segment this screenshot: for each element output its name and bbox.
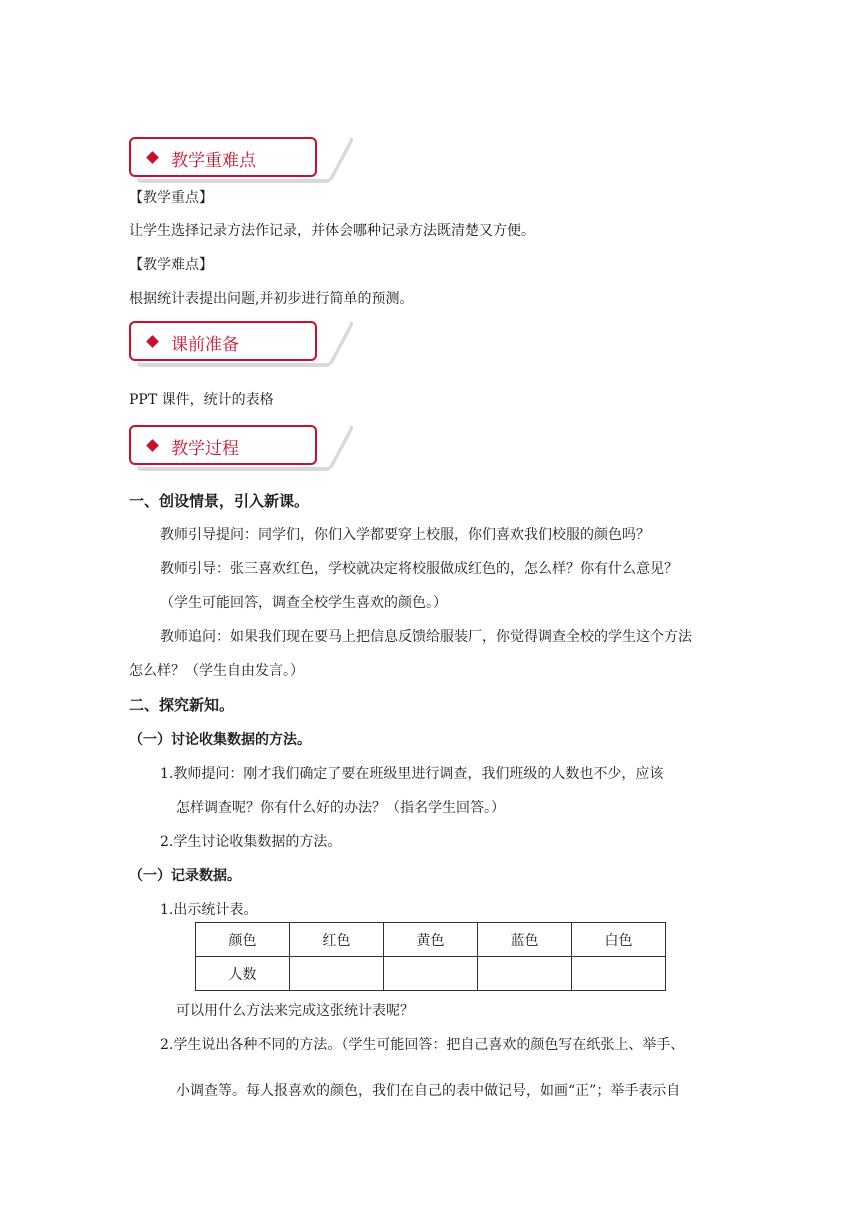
section-header-prep — [129, 321, 317, 361]
subheading: （一）讨论收集数据的方法。 — [129, 732, 311, 748]
section-header-keypoints — [129, 137, 317, 177]
paragraph: 教师引导提问：同学们，你们入学都要穿上校服，你们喜欢我们校服的颜色吗？ — [160, 527, 650, 543]
list-item: 1.出示统计表。 — [160, 902, 258, 918]
list-item: 2.学生说出各种不同的方法。（学生可能回答：把自己喜欢的颜色写在纸张上、举手、 — [160, 1037, 685, 1053]
table-cell — [384, 957, 478, 991]
section-title: 教学重难点 — [171, 151, 256, 171]
list-item: 小调查等。每人报喜欢的颜色，我们在自己的表中做记号，如画“正”；举手表示自 — [176, 1083, 681, 1099]
table-header-row — [196, 923, 666, 957]
paragraph: 教师追问：如果我们现在要马上把信息反馈给服装厂，你觉得调查全校的学生这个方法 — [160, 629, 692, 645]
focus-label: 【教学重点】 — [129, 190, 213, 206]
paragraph: 怎么样？（学生自由发言。） — [129, 663, 304, 679]
focus-text: 让学生选择记录方法作记录，并体会哪种记录方法既清楚又方便。 — [129, 223, 535, 239]
table-header-cell: 白色 — [572, 923, 666, 957]
table-row — [196, 957, 666, 991]
diamond-icon — [146, 335, 159, 348]
table-cell — [572, 957, 666, 991]
difficulty-label: 【教学难点】 — [129, 257, 213, 273]
table-row-label: 人数 — [196, 957, 290, 991]
diamond-icon — [146, 151, 159, 164]
table-header-cell: 蓝色 — [478, 923, 572, 957]
section-header-process — [129, 425, 317, 465]
list-item: 2.学生讨论收集数据的方法。 — [160, 834, 342, 850]
paragraph: 可以用什么方法来完成这张统计表呢？ — [176, 1003, 414, 1019]
subheading: （一）记录数据。 — [129, 868, 241, 884]
table-header-cell: 红色 — [290, 923, 384, 957]
table-cell — [478, 957, 572, 991]
statistics-table — [195, 922, 666, 991]
part2-heading: 二、探究新知。 — [129, 696, 235, 714]
section-title: 课前准备 — [171, 335, 239, 355]
difficulty-text: 根据统计表提出问题,并初步进行简单的预测。 — [129, 291, 414, 307]
diamond-icon — [146, 439, 159, 452]
list-item: 1.教师提问：刚才我们确定了要在班级里进行调查，我们班级的人数也不少，应该 — [160, 766, 664, 782]
table-header-cell: 黄色 — [384, 923, 478, 957]
table-cell — [290, 957, 384, 991]
part1-heading: 一、创设情景，引入新课。 — [129, 492, 310, 510]
list-item: 怎样调查呢？你有什么好的办法？（指名学生回答。） — [176, 800, 505, 816]
section-title: 教学过程 — [171, 439, 239, 459]
prep-text: PPT 课件，统计的表格 — [129, 392, 274, 408]
table-header-cell: 颜色 — [196, 923, 290, 957]
paragraph: （学生可能回答，调查全校学生喜欢的颜色。） — [160, 595, 447, 611]
paragraph: 教师引导：张三喜欢红色，学校就决定将校服做成红色的，怎么样？你有什么意见？ — [160, 561, 678, 577]
